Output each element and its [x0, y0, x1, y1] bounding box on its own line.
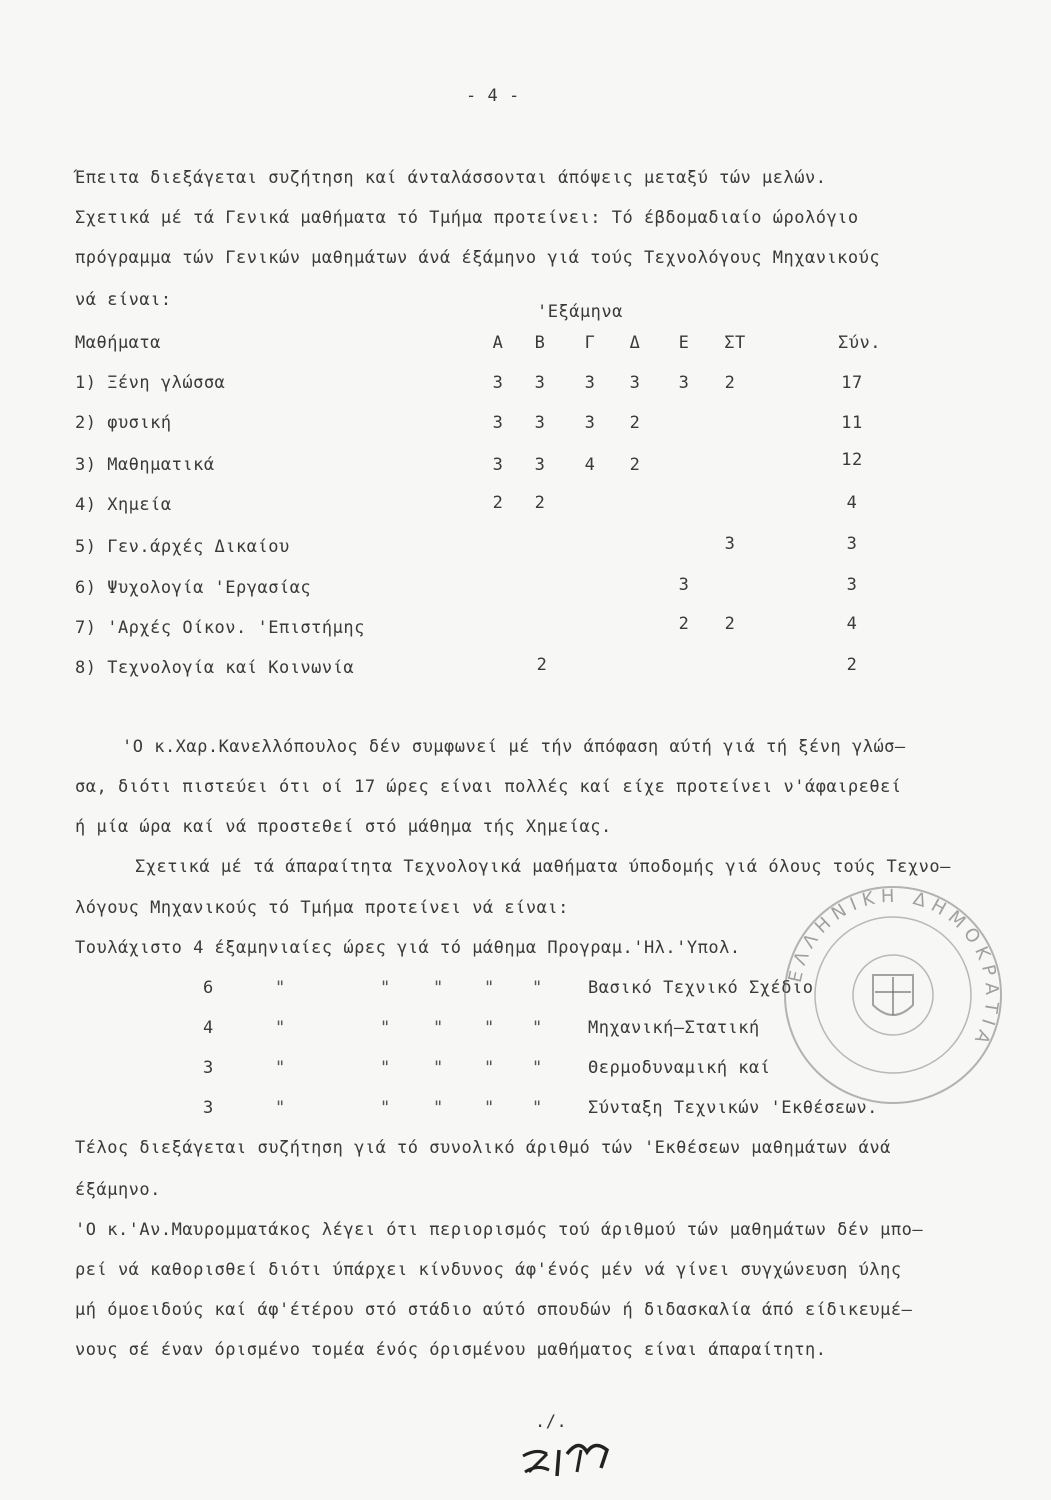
handwritten-signature [515, 1428, 635, 1488]
table-cell: 3 [584, 373, 596, 393]
ditto-mark: " [380, 1098, 391, 1118]
table-row-label: 1) Ξένη γλώσσα [75, 373, 226, 393]
subjects-heading: Μαθήματα [75, 333, 161, 353]
table-cell: 2 [678, 614, 690, 634]
table-total: 17 [841, 373, 863, 393]
table-cell: 3 [534, 413, 546, 433]
table-row-label: 4) Χημεία [75, 495, 172, 515]
table-cell: 2 [629, 413, 641, 433]
table-cell: 2 [492, 493, 504, 513]
paragraph-line: πρόγραμμα τών Γενικών μαθημάτων άνά έξάμηνο γιά τούς Τεχνολόγους Μηχανικούς [75, 248, 881, 268]
paragraph-line: λόγους Μηχανικούς τό Τμήμα προτείνει νά είναι: [75, 898, 569, 918]
paragraph-line: ρεί νά καθορισθεί διότι ύπάρχει κίνδυνος άφ'ένός μέν νά γίνει συγχώνευση ύλης [75, 1260, 902, 1280]
ditto-mark: " [532, 1018, 543, 1038]
ditto-mark: " [275, 1058, 286, 1078]
column-header: Γ [584, 333, 596, 353]
table-cell: 3 [584, 413, 596, 433]
table-cell: 3 [629, 373, 641, 393]
ditto-mark: " [532, 978, 543, 998]
ditto-mark: " [532, 1098, 543, 1118]
course-hours: 3 [203, 1058, 214, 1078]
svg-text:ΕΛΛΗΝΙΚΗ ΔΗΜΟΚΡΑΤΙΑ [785, 886, 1003, 1052]
ditto-mark: " [433, 1018, 444, 1038]
paragraph-line: μή όμοειδούς καί άφ'έτέρου στό στάδιο αύτό σπουδών ή διδασκαλία άπό είδικευμέ– [75, 1300, 913, 1320]
table-cell: 2 [536, 655, 548, 675]
table-row-label: 6) Ψυχολογία 'Εργασίας [75, 578, 312, 598]
table-cell: 3 [534, 373, 546, 393]
table-row-label: 3) Μαθηματικά [75, 455, 215, 475]
table-cell: 3 [678, 373, 690, 393]
table-cell: 2 [629, 455, 641, 475]
ditto-mark: " [484, 1098, 495, 1118]
table-row-label: 8) Τεχνολογία καί Κοινωνία [75, 658, 355, 678]
ditto-mark: " [275, 978, 286, 998]
course-hours: 6 [203, 978, 214, 998]
column-header: Δ [629, 333, 641, 353]
table-cell: 2 [534, 493, 546, 513]
ditto-mark: " [433, 1098, 444, 1118]
column-header: Β [534, 333, 546, 353]
total-heading: Σύν. [838, 333, 881, 353]
semesters-heading: 'Εξάμηνα [537, 302, 623, 322]
paragraph-line: 'Ο κ.Χαρ.Κανελλόπουλος δέν συμφωνεί μέ τήν άπόφαση αύτή γιά τή ξένη γλώσ– [122, 737, 906, 757]
ditto-mark: " [380, 1018, 391, 1038]
paragraph-line: νους σέ έναν όρισμένο τομέα ένός όρισμένου μαθήματος είναι άπαραίτητη. [75, 1340, 827, 1360]
ditto-mark: " [380, 1058, 391, 1078]
ditto-mark: " [380, 978, 391, 998]
course-name: Βασικό Τεχνικό Σχέδιο [588, 978, 814, 998]
table-cell: 3 [492, 455, 504, 475]
paragraph-line: Σχετικά μέ τά άπαραίτητα Τεχνολογικά μαθήματα ύποδομής γιά όλους τούς Τεχνο– [135, 857, 951, 877]
table-row-label: 2) φυσική [75, 413, 172, 433]
table-cell: 2 [724, 373, 736, 393]
table-total: 11 [841, 413, 863, 433]
course-name: Μηχανική–Στατική [588, 1018, 760, 1038]
table-total: 2 [846, 655, 858, 675]
ditto-mark: " [484, 978, 495, 998]
column-header: ΣΤ [724, 333, 746, 353]
table-total: 3 [846, 534, 858, 554]
page-number: - 4 - [466, 86, 520, 106]
paragraph-line: έξάμηνο. [75, 1180, 161, 1200]
table-total: 3 [846, 575, 858, 595]
paragraph-line: Τουλάχιστο 4 έξαμηνιαίες ώρες γιά τό μάθημα Προγραμ.'Ηλ.'Υπολ. [75, 938, 741, 958]
course-name: Θερμοδυναμική καί [588, 1058, 771, 1078]
table-total: 4 [846, 493, 858, 513]
seal-lettering: ΕΛΛΗΝΙΚΗ ΔΗΜΟΚΡΑΤΙΑ [784, 885, 1003, 1053]
ditto-mark: " [275, 1098, 286, 1118]
table-cell: 3 [678, 575, 690, 595]
ditto-mark: " [433, 1058, 444, 1078]
continuation-mark: ./. [535, 1412, 568, 1432]
table-total: 12 [841, 450, 863, 470]
table-row-label: 7) 'Αρχές Οίκον. 'Επιστήμης [75, 618, 365, 638]
ditto-mark: " [275, 1018, 286, 1038]
ditto-mark: " [433, 978, 444, 998]
paragraph-line: ή μία ώρα καί νά προστεθεί στό μάθημα τής Χημείας. [75, 817, 612, 837]
official-seal-stamp [778, 880, 1008, 1110]
table-cell: 4 [584, 455, 596, 475]
table-total: 4 [846, 614, 858, 634]
ditto-mark: " [484, 1058, 495, 1078]
ditto-mark: " [484, 1018, 495, 1038]
paragraph-line: 'Ο κ.'Αν.Μαυρομματάκος λέγει ότι περιορισμός τού άριθμού τών μαθημάτων δέν μπο– [75, 1220, 924, 1240]
paragraph-line: Τέλος διεξάγεται συζήτηση γιά τό συνολικό άριθμό τών 'Εκθέσεων μαθημάτων άνά [75, 1138, 891, 1158]
paragraph-line: Έπειτα διεξάγεται συζήτηση καί άνταλάσσονται άπόψεις μεταξύ τών μελών. [75, 168, 827, 188]
table-cell: 3 [534, 455, 546, 475]
column-header: Α [492, 333, 504, 353]
table-cell: 2 [724, 614, 736, 634]
table-cell: 3 [492, 413, 504, 433]
course-hours: 3 [203, 1098, 214, 1118]
table-cell: 3 [724, 534, 736, 554]
ditto-mark: " [532, 1058, 543, 1078]
table-row-label: 5) Γεν.άρχές Δικαίου [75, 537, 290, 557]
paragraph-line: σα, διότι πιστεύει ότι οί 17 ώρες είναι πολλές καί είχε προτείνει ν'άφαιρεθεί [75, 777, 902, 797]
column-header: Ε [678, 333, 690, 353]
course-hours: 4 [203, 1018, 214, 1038]
course-name: Σύνταξη Τεχνικών 'Εκθέσεων. [588, 1098, 878, 1118]
paragraph-line: νά είναι: [75, 290, 172, 310]
paragraph-line: Σχετικά μέ τά Γενικά μαθήματα τό Τμήμα προτείνει: Τό έβδομαδιαίο ώρολόγιο [75, 208, 859, 228]
table-cell: 3 [492, 373, 504, 393]
